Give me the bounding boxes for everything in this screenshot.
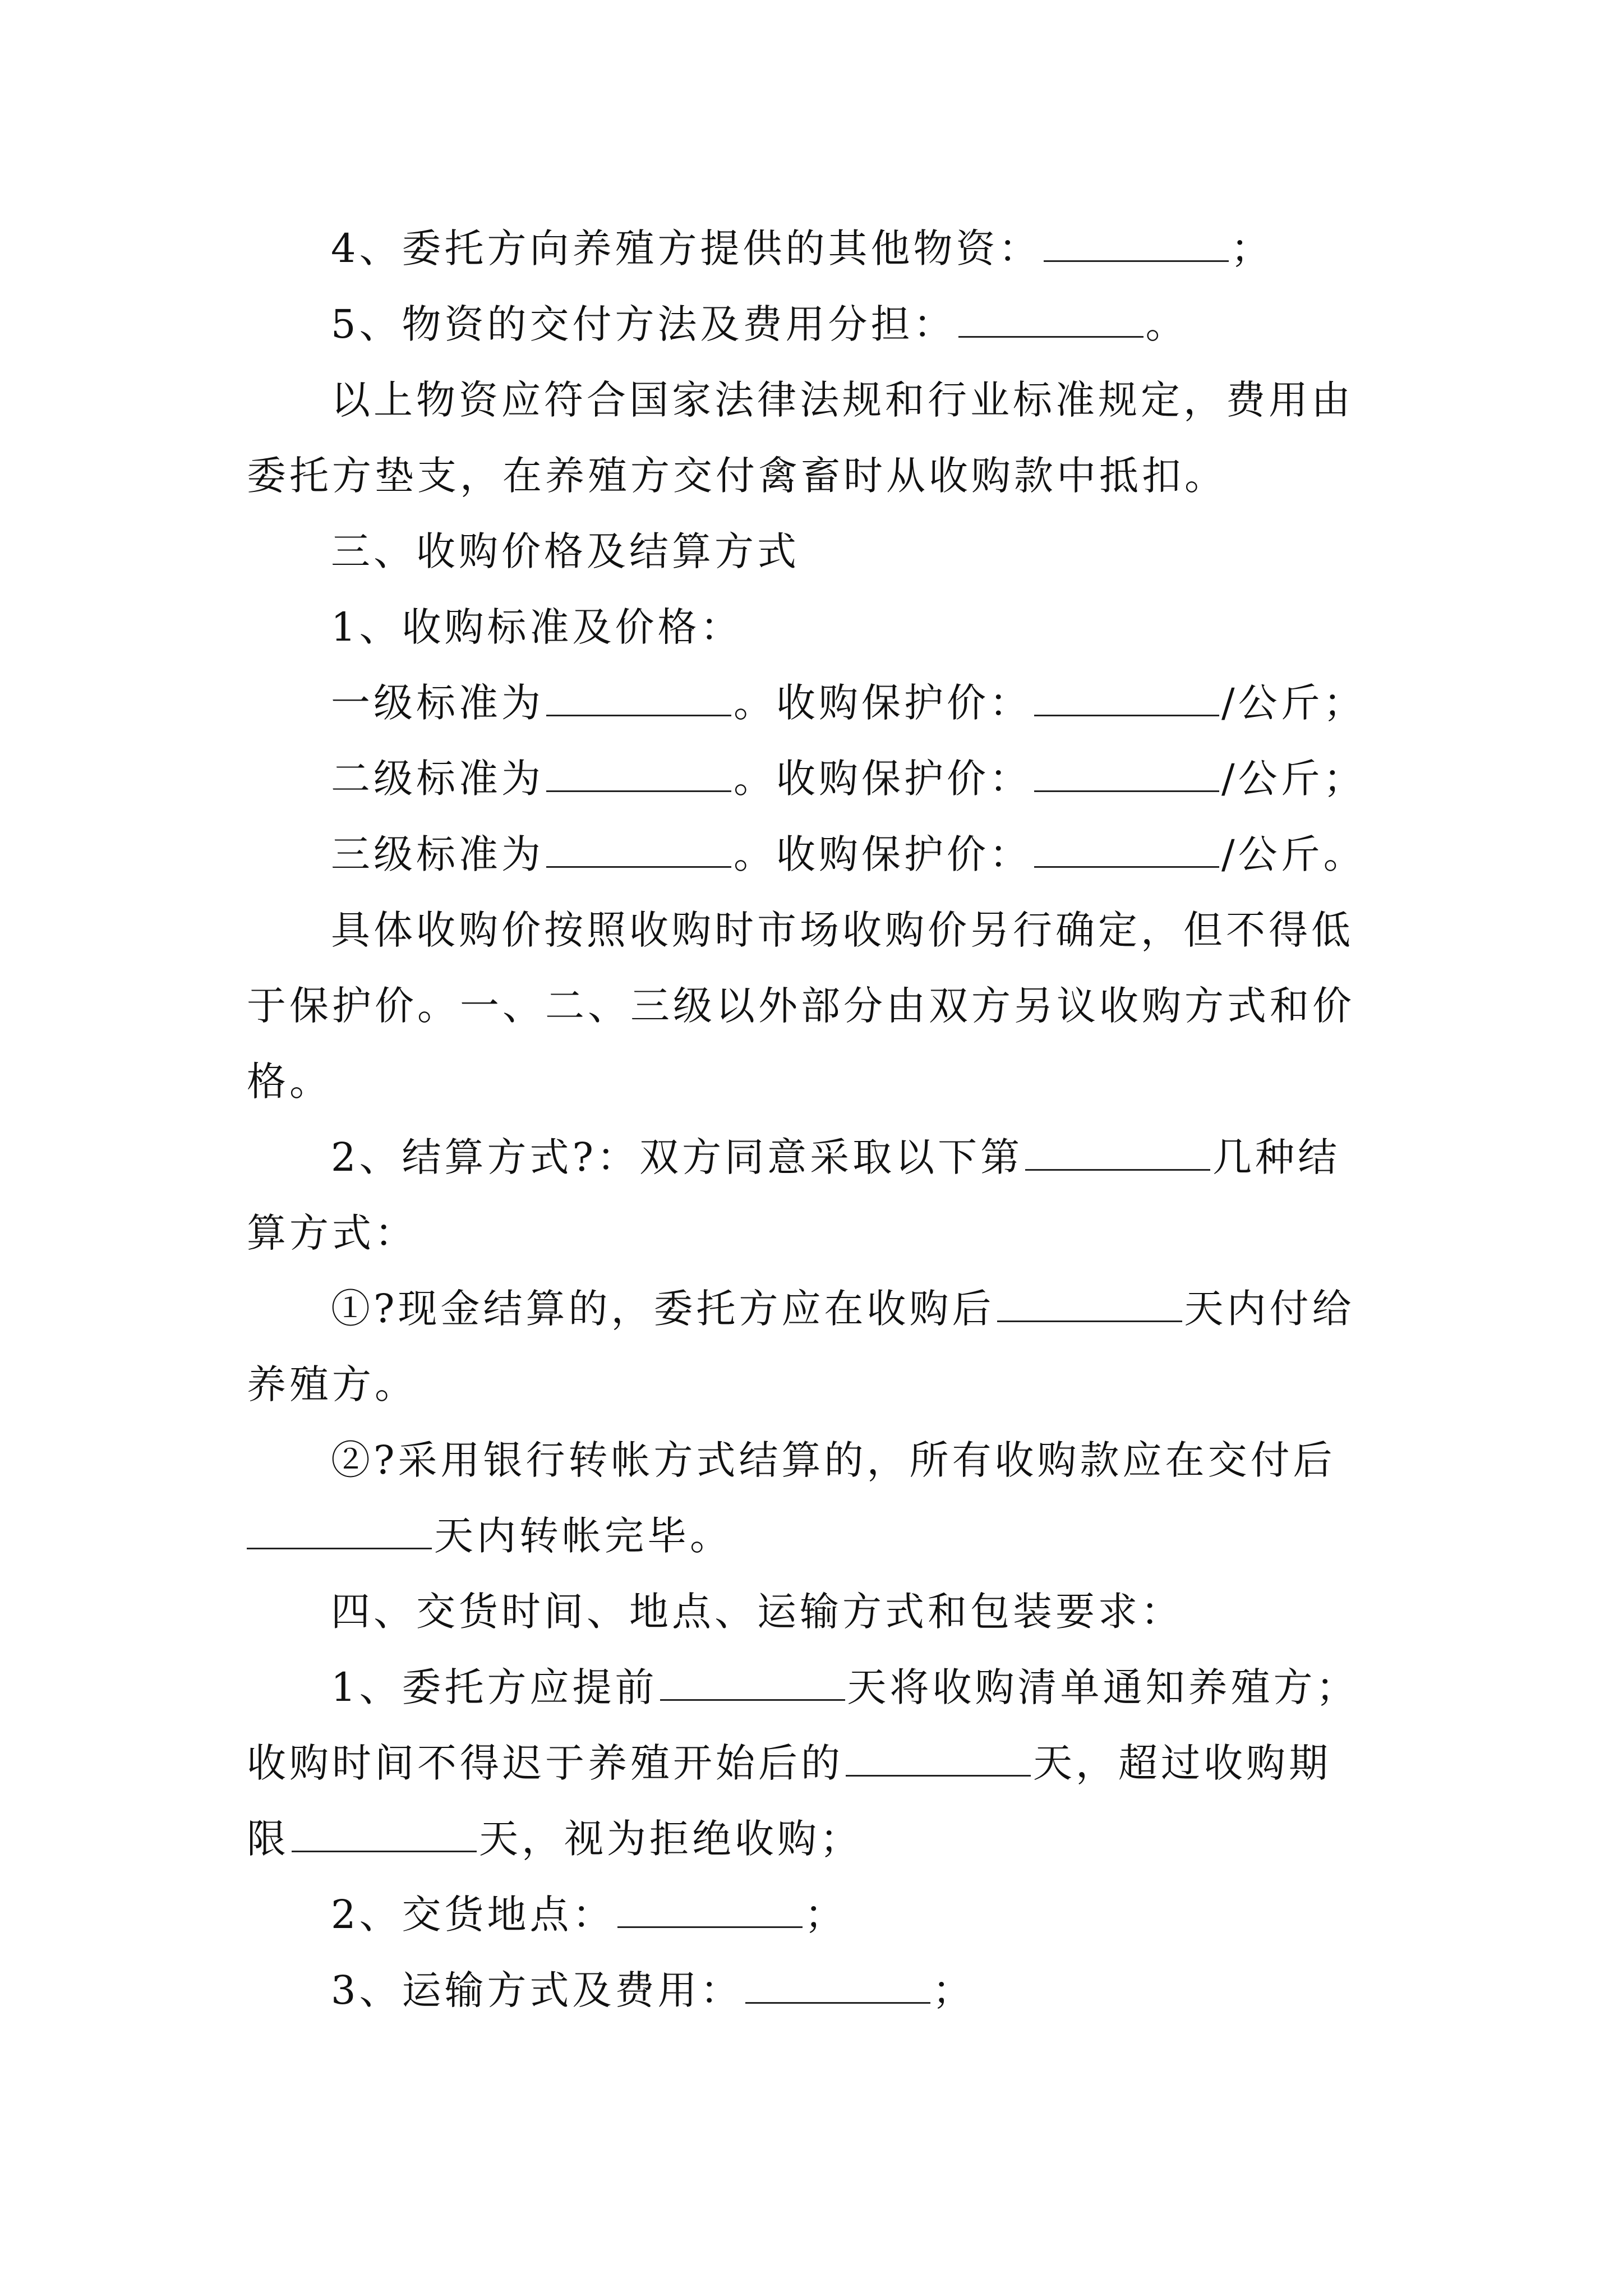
grade-label: 三级标准为 bbox=[331, 831, 544, 877]
fill-blank[interactable] bbox=[997, 1288, 1182, 1322]
grade-line-3 bbox=[0, 823, 1623, 885]
paragraph-line bbox=[0, 1051, 1623, 1112]
item-text: 5、物资的交付方法及费用分担： bbox=[331, 301, 956, 347]
body-text-end: ； bbox=[804, 1892, 847, 1938]
unit-label: /公斤。 bbox=[1221, 831, 1366, 877]
unit-label: /公斤； bbox=[1221, 756, 1366, 802]
paragraph-line bbox=[0, 445, 1623, 507]
grade-line-1 bbox=[0, 672, 1623, 734]
fill-blank[interactable] bbox=[292, 1818, 477, 1852]
section-heading-3 bbox=[0, 521, 1623, 582]
body-text-end: ； bbox=[932, 1967, 975, 2013]
paragraph-line bbox=[0, 975, 1623, 1037]
fill-blank[interactable] bbox=[1034, 834, 1219, 868]
fill-blank[interactable] bbox=[958, 303, 1144, 338]
unit-label: /公斤； bbox=[1221, 680, 1366, 726]
fill-blank[interactable] bbox=[1044, 228, 1229, 262]
fill-blank[interactable] bbox=[617, 1894, 803, 1928]
body-text-end: 天内转帐完毕。 bbox=[434, 1513, 732, 1559]
paragraph-line bbox=[0, 596, 1623, 658]
body-text: 收购时间不得迟于养殖开始后的 bbox=[247, 1740, 843, 1786]
fill-blank[interactable] bbox=[247, 1515, 432, 1549]
body-text: 限 bbox=[247, 1816, 289, 1862]
body-text: 以上物资应符合国家法律法规和行业标准规定，费用由 bbox=[331, 377, 1354, 423]
body-text-end: 天将收购清单通知养殖方； bbox=[847, 1664, 1359, 1710]
item-text-end: ； bbox=[1230, 226, 1274, 272]
paragraph-item-4 bbox=[0, 218, 1623, 279]
price-label: 。收购保护价： bbox=[734, 680, 1032, 726]
grade-label: 二级标准为 bbox=[331, 756, 544, 802]
paragraph-item-5 bbox=[0, 293, 1623, 355]
body-text-end: 天内付给 bbox=[1184, 1286, 1355, 1332]
grade-label: 一级标准为 bbox=[331, 680, 544, 726]
item-text: 4、委托方向养殖方提供的其他物资： bbox=[331, 226, 1041, 272]
body-text: ②?采用银行转帐方式结算的，所有收购款应在交付后 bbox=[331, 1437, 1336, 1483]
fill-blank[interactable] bbox=[1034, 682, 1219, 716]
transport-line bbox=[0, 1959, 1623, 2021]
fill-blank[interactable] bbox=[1034, 758, 1219, 792]
body-text: 1、委托方应提前 bbox=[331, 1664, 658, 1710]
price-label: 。收购保护价： bbox=[734, 756, 1032, 802]
paragraph-line bbox=[0, 1354, 1623, 1415]
fill-blank[interactable] bbox=[660, 1667, 845, 1701]
heading-text: 四、交货时间、地点、运输方式和包装要求： bbox=[331, 1589, 1183, 1635]
fill-blank[interactable] bbox=[1025, 1137, 1210, 1171]
fill-blank[interactable] bbox=[546, 682, 731, 716]
body-text: 养殖方。 bbox=[247, 1361, 417, 1407]
delivery-time-line bbox=[0, 1732, 1623, 1794]
body-text: 算方式： bbox=[247, 1210, 417, 1256]
fill-blank[interactable] bbox=[846, 1742, 1031, 1777]
section-heading-4 bbox=[0, 1581, 1623, 1642]
price-label: 。收购保护价： bbox=[734, 831, 1032, 877]
heading-text: 三、收购价格及结算方式 bbox=[331, 528, 800, 574]
body-text-end: 天，视为拒绝收购； bbox=[479, 1816, 863, 1862]
body-text-end: 几种结 bbox=[1212, 1134, 1341, 1180]
paragraph-line bbox=[0, 1202, 1623, 1264]
body-text-end: 天，超过收购期 bbox=[1033, 1740, 1331, 1786]
fill-blank[interactable] bbox=[745, 1970, 930, 2004]
body-text: 委托方垫支，在养殖方交付禽畜时从收购款中抵扣。 bbox=[247, 453, 1227, 499]
grade-line-2 bbox=[0, 748, 1623, 809]
bank-settlement-line bbox=[0, 1429, 1623, 1491]
body-text: ①?现金结算的，委托方应在收购后 bbox=[331, 1286, 995, 1332]
delivery-notice-line bbox=[0, 1657, 1623, 1718]
cash-settlement-line bbox=[0, 1278, 1623, 1340]
settlement-line bbox=[0, 1126, 1623, 1188]
paragraph-line bbox=[0, 369, 1623, 431]
item-text-end: 。 bbox=[1145, 301, 1188, 347]
body-text: 2、结算方式?：双方同意采取以下第 bbox=[331, 1134, 1023, 1180]
delivery-location-line bbox=[0, 1884, 1623, 1945]
paragraph-line bbox=[0, 899, 1623, 961]
body-text: 3、运输方式及费用： bbox=[331, 1967, 743, 2013]
body-text: 1、收购标准及价格： bbox=[331, 604, 743, 650]
fill-blank[interactable] bbox=[546, 758, 731, 792]
fill-blank[interactable] bbox=[546, 834, 731, 868]
body-text: 格。 bbox=[247, 1059, 332, 1105]
body-text: 于保护价。一、二、三级以外部分由双方另议收购方式和价 bbox=[247, 983, 1355, 1029]
body-text: 2、交货地点： bbox=[331, 1892, 615, 1938]
body-text: 具体收购价按照收购时市场收购价另行确定，但不得低 bbox=[331, 907, 1354, 953]
delivery-limit-line bbox=[0, 1808, 1623, 1870]
bank-settlement-line-2 bbox=[0, 1505, 1623, 1567]
